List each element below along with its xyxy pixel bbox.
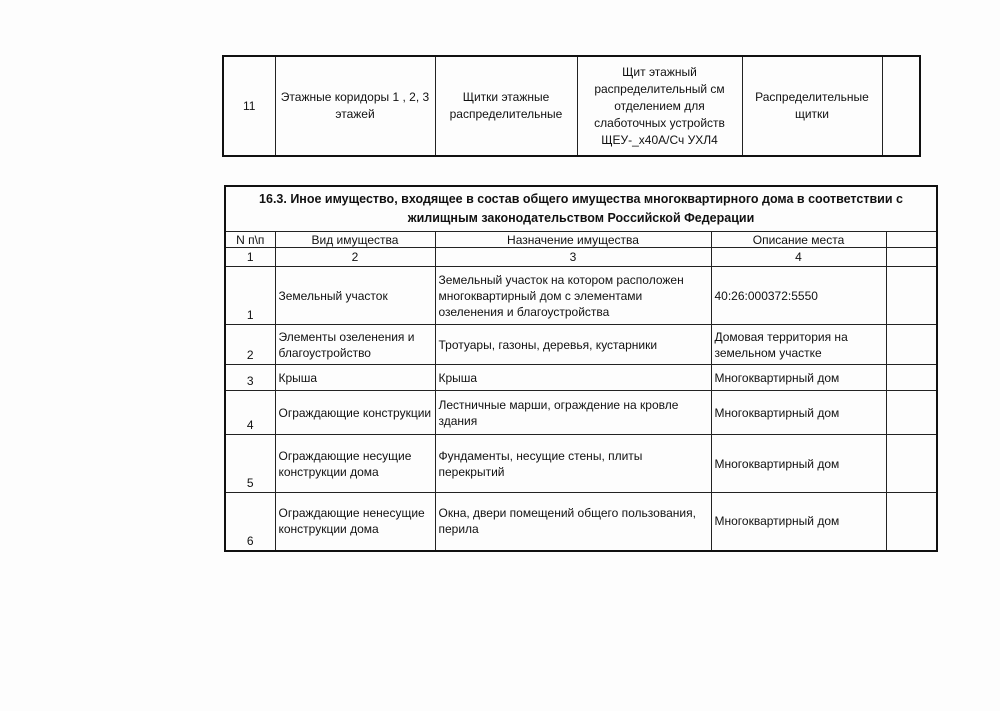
purpose-cell: Лестничные марши, ограждение на кровле здания: [435, 391, 711, 435]
kind-cell: Земельный участок: [275, 267, 435, 325]
extra-cell: [886, 391, 937, 435]
extra-cell: [886, 493, 937, 551]
type-cell: Щитки этажные распределительные: [435, 56, 577, 156]
table-row: [225, 493, 937, 551]
row-number: 6: [225, 493, 275, 551]
table-row: [225, 391, 937, 435]
column-number: 4: [711, 248, 886, 267]
description-cell: Щит этажный распределительный cм отделением для слаботочных устройств ЩЕУ-_x40А/Сч УХЛ4: [577, 56, 742, 156]
row-number: 3: [225, 365, 275, 391]
row-number: 4: [225, 391, 275, 435]
section-title: 16.3. Иное имущество, входящее в состав общего имущества многоквартирного дома в соответствии с жилищным законодательством Российской Федерации: [225, 186, 937, 232]
equipment-table: [222, 55, 921, 157]
table-title-row: [225, 186, 937, 232]
purpose-cell: Крыша: [435, 365, 711, 391]
place-cell: Многоквартирный дом: [711, 435, 886, 493]
extra-cell: [886, 267, 937, 325]
purpose-cell: Окна, двери помещений общего пользования, перила: [435, 493, 711, 551]
table-row: [225, 267, 937, 325]
purpose-cell: Фундаменты, несущие стены, плиты перекрытий: [435, 435, 711, 493]
purpose-cell: Тротуары, газоны, деревья, кустарники: [435, 325, 711, 365]
place-cell: Многоквартирный дом: [711, 365, 886, 391]
column-number: 1: [225, 248, 275, 267]
column-number: [886, 248, 937, 267]
property-table: [224, 185, 938, 552]
category-cell: Распределительные щитки: [742, 56, 882, 156]
extra-cell: [886, 325, 937, 365]
table-row: [225, 435, 937, 493]
place-cell: Многоквартирный дом: [711, 391, 886, 435]
column-header: Описание места: [711, 232, 886, 248]
row-number: 2: [225, 325, 275, 365]
location-cell: Этажные коридоры 1 , 2, 3 этажей: [275, 56, 435, 156]
column-number-row: [225, 248, 937, 267]
row-number: 1: [225, 267, 275, 325]
column-header: N п\п: [225, 232, 275, 248]
kind-cell: Ограждающие конструкции: [275, 391, 435, 435]
extra-cell: [886, 435, 937, 493]
row-number: 5: [225, 435, 275, 493]
kind-cell: Ограждающие несущие конструкции дома: [275, 435, 435, 493]
header-row: [225, 232, 937, 248]
table-row: [225, 325, 937, 365]
place-cell: Многоквартирный дом: [711, 493, 886, 551]
purpose-cell: Земельный участок на котором расположен многоквартирный дом с элементами озеленения и благоустройства: [435, 267, 711, 325]
kind-cell: Ограждающие ненесущие конструкции дома: [275, 493, 435, 551]
column-header: [886, 232, 937, 248]
kind-cell: Элементы озеленения и благоустройство: [275, 325, 435, 365]
column-header: Назначение имущества: [435, 232, 711, 248]
column-number: 2: [275, 248, 435, 267]
kind-cell: Крыша: [275, 365, 435, 391]
table-row: [225, 365, 937, 391]
row-number: 11: [223, 56, 275, 156]
place-cell: 40:26:000372:5550: [711, 267, 886, 325]
column-number: 3: [435, 248, 711, 267]
extra-cell: [882, 56, 920, 156]
column-header: Вид имущества: [275, 232, 435, 248]
table-row: [223, 56, 920, 156]
place-cell: Домовая территория на земельном участке: [711, 325, 886, 365]
extra-cell: [886, 365, 937, 391]
